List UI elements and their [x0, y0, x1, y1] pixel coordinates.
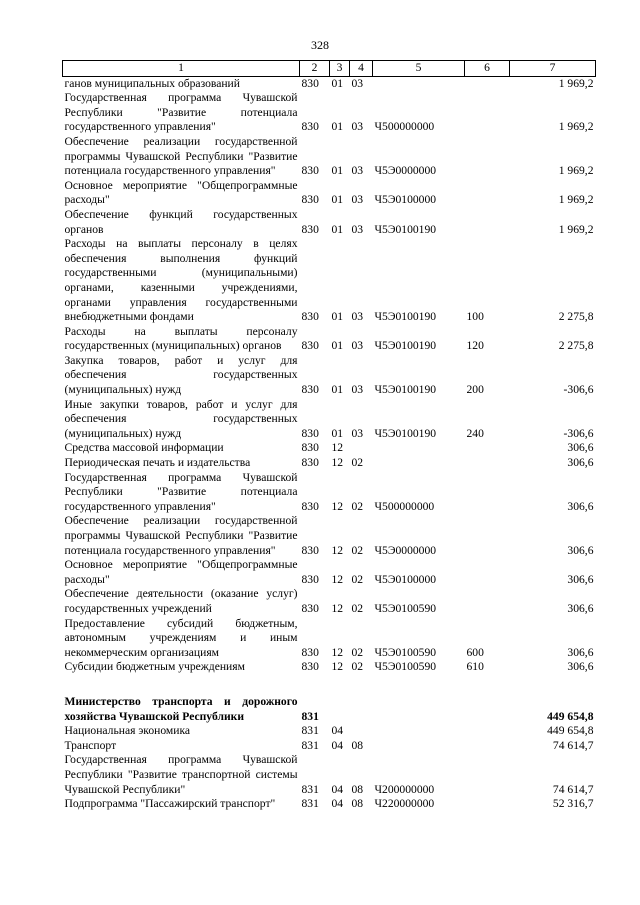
row-name: Субсидии бюджетным учреждениям [64, 660, 245, 674]
table-row [63, 739, 596, 754]
table-row [63, 135, 596, 179]
ministry-code: 831 [301, 709, 319, 723]
ministry-code: 830 [301, 499, 319, 513]
expense-type-code: 240 [466, 426, 484, 440]
section-code: 12 [331, 456, 344, 470]
section-code: 12 [331, 645, 344, 659]
row-name: Расходы на выплаты персоналу государственных (муниципальных) органов [64, 324, 298, 353]
ministry-code: 831 [301, 782, 319, 796]
subsection-code: 03 [351, 339, 364, 353]
section-code: 04 [331, 738, 344, 752]
target-article-code [373, 456, 465, 471]
amount: 306,6 [567, 645, 594, 659]
ministry-code: 830 [301, 383, 319, 397]
target-article-code: Ч5Э0100590 [374, 601, 437, 615]
table-row [63, 398, 596, 442]
subsection-code: 02 [351, 456, 364, 470]
ministry-code: 830 [301, 660, 319, 674]
subsection-code: 03 [351, 164, 364, 178]
target-article-code: Ч220000000 [374, 797, 435, 811]
subsection-code: 02 [351, 543, 364, 557]
subsection-code: 02 [351, 645, 364, 659]
row-name: Обеспечение деятельности (оказание услуг) государственных учреждений [64, 587, 298, 615]
row-name: Средства массовой информации [64, 441, 224, 455]
subsection-code: 03 [351, 222, 364, 236]
target-article-code: Ч5Э0100190 [374, 426, 437, 440]
target-article-code [373, 441, 465, 456]
amount: 1 969,2 [558, 120, 594, 134]
expense-type-code [465, 76, 510, 91]
ministry-code: 830 [301, 120, 319, 134]
row-name: Обеспечение функций государственных органов [64, 207, 298, 236]
amount: 74 614,7 [552, 738, 594, 752]
section-code: 01 [331, 76, 344, 90]
amount: 306,6 [567, 660, 594, 674]
row-name: Закупка товаров, работ и услуг для обеспечения государственных (муниципальных) нужд [64, 353, 298, 397]
subsection-code [350, 724, 373, 739]
ministry-code: 830 [301, 164, 319, 178]
column-header: 6 [465, 61, 510, 77]
column-number-header [63, 61, 596, 77]
row-name: Иные закупки товаров, работ и услуг для обеспечения государственных (муниципальных) нужд [64, 397, 298, 440]
target-article-code [373, 695, 465, 724]
table-row [63, 237, 596, 325]
row-name: Предоставление субсидий бюджетным, автономным учреждениям и иным некоммерческим организациям [64, 616, 298, 659]
table-row [63, 724, 596, 739]
subsection-code: 02 [351, 499, 364, 513]
target-article-code: Ч5Э0100000 [374, 193, 437, 207]
subsection-code: 03 [351, 76, 364, 90]
page-number: 328 [311, 38, 329, 52]
target-article-code [373, 739, 465, 754]
table-row [63, 471, 596, 515]
row-name: Расходы на выплаты персоналу в целях обеспечения выполнения функций государственными (муниципальными) органами, казенными учреждениями, органами управления государственными внебюджетными фондами [64, 237, 298, 324]
expense-type-code [465, 91, 510, 135]
amount: 306,6 [567, 456, 594, 470]
ministry-code: 831 [301, 724, 319, 738]
amount: 1 969,2 [558, 193, 594, 207]
amount: 1 969,2 [558, 76, 594, 90]
section-code: 12 [331, 499, 344, 513]
amount: 449 654,8 [547, 709, 594, 723]
target-article-code: Ч5Э0100190 [374, 310, 437, 324]
target-article-code: Ч500000000 [374, 499, 435, 513]
section-code: 12 [331, 660, 344, 674]
table-row [63, 558, 596, 587]
ministry-code: 830 [301, 601, 319, 615]
section-code: 01 [331, 222, 344, 236]
expense-type-code [465, 797, 510, 812]
ministry-code: 830 [301, 76, 319, 90]
table-row [63, 660, 596, 675]
expense-type-code: 610 [466, 660, 484, 674]
target-article-code: Ч5Э0000000 [374, 543, 437, 557]
subsection-code: 02 [351, 601, 364, 615]
subsection-code [350, 441, 373, 456]
amount: 74 614,7 [552, 782, 594, 796]
ministry-code: 830 [301, 572, 319, 586]
target-article-code: Ч5Э0100590 [374, 660, 437, 674]
ministry-code: 830 [301, 645, 319, 659]
table-row [63, 695, 596, 724]
amount: 52 316,7 [552, 797, 594, 811]
table-row [63, 514, 596, 558]
section-code: 01 [331, 164, 344, 178]
row-name: Обеспечение реализации государственной программы Чувашской Республики "Развитие потенциала государственного управления" [64, 514, 298, 557]
table-row [63, 179, 596, 208]
expense-type-code [465, 456, 510, 471]
expense-type-code: 100 [466, 310, 484, 324]
column-header: 3 [330, 61, 350, 77]
expense-type-code [465, 558, 510, 587]
column-header: 7 [510, 61, 596, 77]
row-name: Государственная программа Чувашской Республики "Развитие потенциала государственного управления" [64, 470, 298, 513]
subsection-code: 08 [351, 782, 364, 796]
section-code: 01 [331, 426, 344, 440]
expense-type-code [465, 753, 510, 797]
subsection-code: 08 [351, 738, 364, 752]
target-article-code [373, 724, 465, 739]
target-article-code: Ч500000000 [374, 120, 435, 134]
ministry-code: 831 [301, 797, 319, 811]
target-article-code: Ч5Э0100190 [374, 339, 437, 353]
amount: 306,6 [567, 499, 594, 513]
expense-type-code [465, 695, 510, 724]
table-row [63, 587, 596, 616]
subsection-code: 03 [351, 383, 364, 397]
table-row [63, 753, 596, 797]
ministry-code: 830 [301, 339, 319, 353]
expense-type-code: 600 [466, 645, 484, 659]
section-code: 12 [331, 601, 344, 615]
row-name: Периодическая печать и издательства [64, 456, 251, 470]
expense-type-code: 200 [466, 383, 484, 397]
row-name: Основное мероприятие "Общепрограммные расходы" [64, 178, 298, 207]
expense-type-code [465, 471, 510, 515]
amount: -306,6 [563, 383, 594, 397]
subsection-code: 03 [351, 310, 364, 324]
ministry-code: 830 [301, 456, 319, 470]
expense-type-code [465, 587, 510, 616]
expense-type-code [465, 514, 510, 558]
expense-type-code [465, 724, 510, 739]
subsection-code: 03 [351, 193, 364, 207]
ministry-code: 830 [301, 543, 319, 557]
column-header: 1 [63, 61, 300, 77]
amount: 449 654,8 [547, 724, 594, 738]
budget-table [62, 60, 596, 812]
subsection-code: 02 [351, 572, 364, 586]
row-name: Министерство транспорта и дорожного хозяйства Чувашской Республики [64, 694, 298, 723]
table-row [63, 91, 596, 135]
target-article-code: Ч5Э0100000 [374, 572, 437, 586]
amount: 306,6 [567, 601, 594, 615]
table-row [63, 76, 596, 91]
amount: 306,6 [567, 441, 594, 455]
section-code: 01 [331, 120, 344, 134]
row-name: Государственная программа Чувашской Республики "Развитие транспортной системы Чувашской Республики" [64, 753, 298, 796]
amount: -306,6 [563, 426, 594, 440]
section-code: 04 [331, 797, 344, 811]
table-row [63, 325, 596, 354]
subsection-code: 03 [351, 426, 364, 440]
target-article-code: Ч5Э0100190 [374, 222, 437, 236]
amount: 1 969,2 [558, 164, 594, 178]
row-name: Транспорт [64, 738, 117, 752]
row-name: Основное мероприятие "Общепрограммные расходы" [64, 558, 298, 586]
expense-type-code [465, 441, 510, 456]
spacer-cell [63, 675, 596, 695]
column-header: 4 [350, 61, 373, 77]
target-article-code: Ч5Э0100190 [374, 383, 437, 397]
table-row [63, 441, 596, 456]
ministry-code: 830 [301, 426, 319, 440]
ministry-code: 830 [301, 193, 319, 207]
table-row [63, 617, 596, 661]
expense-type-code [465, 739, 510, 754]
expense-type-code: 120 [466, 339, 484, 353]
target-article-code: Ч200000000 [374, 782, 435, 796]
row-name: ганов муниципальных образований [64, 76, 240, 90]
section-code: 12 [331, 441, 344, 455]
ministry-code: 830 [301, 222, 319, 236]
section-code: 01 [331, 193, 344, 207]
expense-type-code [465, 208, 510, 237]
subsection-code: 03 [351, 120, 364, 134]
subsection-code: 08 [351, 797, 364, 811]
table-row [63, 797, 596, 812]
ministry-code: 830 [301, 441, 319, 455]
section-code: 04 [331, 724, 344, 738]
expense-type-code [465, 179, 510, 208]
amount: 1 969,2 [558, 222, 594, 236]
subsection-code: 02 [351, 660, 364, 674]
section-code: 12 [331, 572, 344, 586]
target-article-code: Ч5Э0100590 [374, 645, 437, 659]
target-article-code [373, 76, 465, 91]
row-name: Обеспечение реализации государственной программы Чувашской Республики "Развитие потенциала государственного управления" [64, 134, 298, 178]
column-header: 2 [300, 61, 330, 77]
subsection-code [350, 695, 373, 724]
amount: 2 275,8 [558, 339, 594, 353]
row-name: Государственная программа Чувашской Республики "Развитие потенциала государственного управления" [64, 91, 298, 134]
amount: 306,6 [567, 572, 594, 586]
section-code: 01 [331, 339, 344, 353]
row-name: Подпрограмма "Пассажирский транспорт" [64, 797, 276, 811]
amount: 2 275,8 [558, 310, 594, 324]
amount: 306,6 [567, 543, 594, 557]
column-header: 5 [373, 61, 465, 77]
spacer-row [63, 675, 596, 695]
table-row [63, 354, 596, 398]
section-code: 01 [331, 383, 344, 397]
expense-type-code [465, 135, 510, 179]
table-row [63, 208, 596, 237]
table-row [63, 456, 596, 471]
ministry-code: 830 [301, 310, 319, 324]
section-code: 04 [331, 782, 344, 796]
row-name: Национальная экономика [64, 724, 191, 738]
section-code: 01 [331, 310, 344, 324]
section-code: 12 [331, 543, 344, 557]
section-code [330, 695, 350, 724]
target-article-code: Ч5Э0000000 [374, 164, 437, 178]
ministry-code: 831 [301, 738, 319, 752]
